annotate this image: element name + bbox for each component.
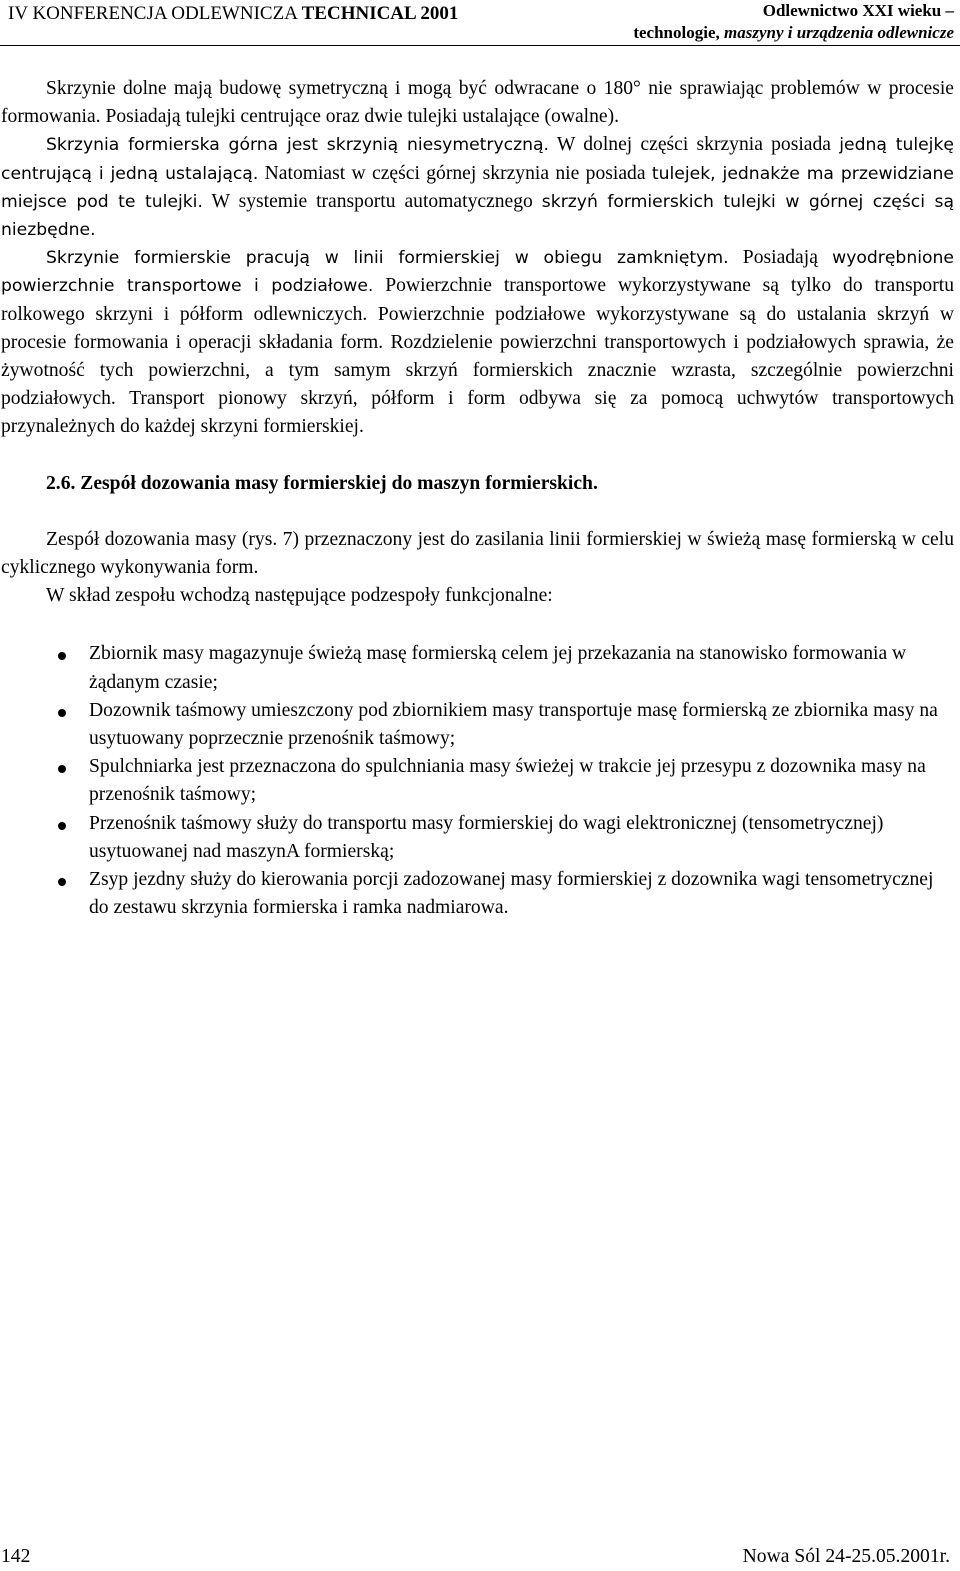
journal-title-line1: Odlewnictwo XXI wieku – — [762, 1, 954, 20]
page-header — [0, 0, 960, 44]
conference-title-bold: TECHNICAL 2001 — [301, 3, 459, 24]
journal-title-line2-plain: technologie, — [633, 23, 724, 42]
list-item-text: Dozownik taśmowy umieszczony pod zbiornikiem masy transportuje masę formierską ze zbiornika masy na usytuowany poprzecznie przenośnik taśmowy; — [89, 699, 938, 750]
paragraph-upper-flask-part3: jedną tulejkę centrującą i jedną ustalającą. — [1, 135, 954, 184]
bullet-icon — [58, 822, 66, 830]
paragraph-upper-flask — [1, 131, 954, 244]
paragraph-upper-flask-part5: tulejek, jednakże ma przewidziane miejsce pod te tulejki. — [1, 163, 954, 212]
paragraph-components-intro: W skład zespołu wchodzą następujące podzespoły funkcjonalne: — [46, 585, 553, 607]
list-item-text: Zbiornik masy magazynuje świeżą masę formierską celem jej przekazania na stanowisko formowania w żądanym czasie; — [89, 643, 907, 693]
paragraph-flask-surfaces-part3: wyodrębnione powierzchnie transportowe i podziałowe. — [1, 248, 954, 297]
paragraph-upper-flask-part6: W systemie transportu automatycznego — [202, 190, 542, 212]
paragraph-upper-flask-part4: Natomiast w części górnej skrzynia nie posiada — [258, 162, 652, 184]
section-heading: 2.6. Zespół dozowania masy formierskiej do maszyn formierskich. — [46, 472, 598, 494]
bullet-icon — [58, 878, 66, 886]
list-item — [1, 697, 954, 753]
paragraph-dosing-unit: Zespół dozowania masy (rys. 7) przeznaczony jest do zasilania linii formierskiej w świeżą masę formierską w celu cyklicznego wykonywania form. — [1, 528, 954, 579]
footer-place-date: Nowa Sól 24-25.05.2001r. — [742, 1546, 950, 1567]
paragraph-upper-flask-part2: W dolnej części skrzynia posiada — [548, 134, 840, 156]
page-number: 142 — [1, 1546, 31, 1567]
list-item — [1, 753, 954, 809]
journal-title-line2-italic: maszyny i urządzenia odlewnicze — [724, 23, 954, 42]
component-list — [1, 640, 954, 922]
paragraph-flask-surfaces-part1: Skrzynie formierskie pracują w linii formierskiej w obiegu zamkniętym. — [46, 248, 729, 269]
bullet-icon — [58, 709, 66, 717]
list-item — [1, 810, 954, 866]
paragraph-flask-surfaces — [1, 244, 954, 441]
journal-title — [633, 0, 954, 44]
list-item-text: Spulchniarka jest przeznaczona do spulchniania masy świeżej w trakcie jej przesypu z dozownika masy na przenośnik taśmowy; — [89, 756, 926, 806]
page-body — [1, 75, 954, 922]
conference-title — [8, 3, 458, 25]
bullet-icon — [58, 652, 66, 660]
list-item — [1, 640, 954, 696]
paragraph-flask-surfaces-part4: Powierzchnie transportowe wykorzystywane są tylko do transportu rolkowego skrzyni i półform odlewniczych. Powierzchnie podziałowe wykorzystywane są do ustalania skrzyń w procesie formowania i operacji składania form. Rozdzielenie powierzchni transportowych i podziałowych sprawia, że żywotność tych powierzchni, a tym samym skrzyń formierskich znacznie wzrasta, szczególnie powierzchni podziałowych. Transport pionowy skrzyń, półform i form odbywa się za pomocą uchwytów transportowych przynależnych do każdej skrzyni formierskiej. — [1, 275, 954, 438]
list-item-text: Przenośnik taśmowy służy do transportu masy formierskiej do wagi elektronicznej (tensometrycznej) usytuowanej nad maszynA formierską; — [89, 812, 884, 862]
paragraph-upper-flask-part7: skrzyń formierskich tulejki w górnej części są niezbędne. — [1, 191, 955, 241]
paragraph-upper-flask-part1: Skrzynia formierska górna jest skrzynią niesymetryczną. — [46, 135, 549, 156]
conference-title-prefix: IV KONFERENCJA ODLEWNICZA — [8, 3, 302, 24]
journal-title-line2 — [633, 22, 954, 44]
paragraph-flask-surfaces-part2: Posiadają — [728, 247, 833, 269]
paragraph-lower-flasks: Skrzynie dolne mają budowę symetryczną i mogą być odwracane o 180° nie sprawiając problemów w procesie formowania. Posiadają tulejki centrujące oraz dwie tulejki ustalające (owalne). — [1, 78, 954, 128]
bullet-icon — [58, 765, 66, 773]
list-item — [1, 866, 954, 922]
list-item-text: Zsyp jezdny służy do kierowania porcji zadozowanej masy formierskiej z dozownika wagi tensometrycznej do zestawu skrzynia formierska i ramka nadmiarowa. — [89, 869, 934, 919]
header-divider — [0, 45, 960, 46]
